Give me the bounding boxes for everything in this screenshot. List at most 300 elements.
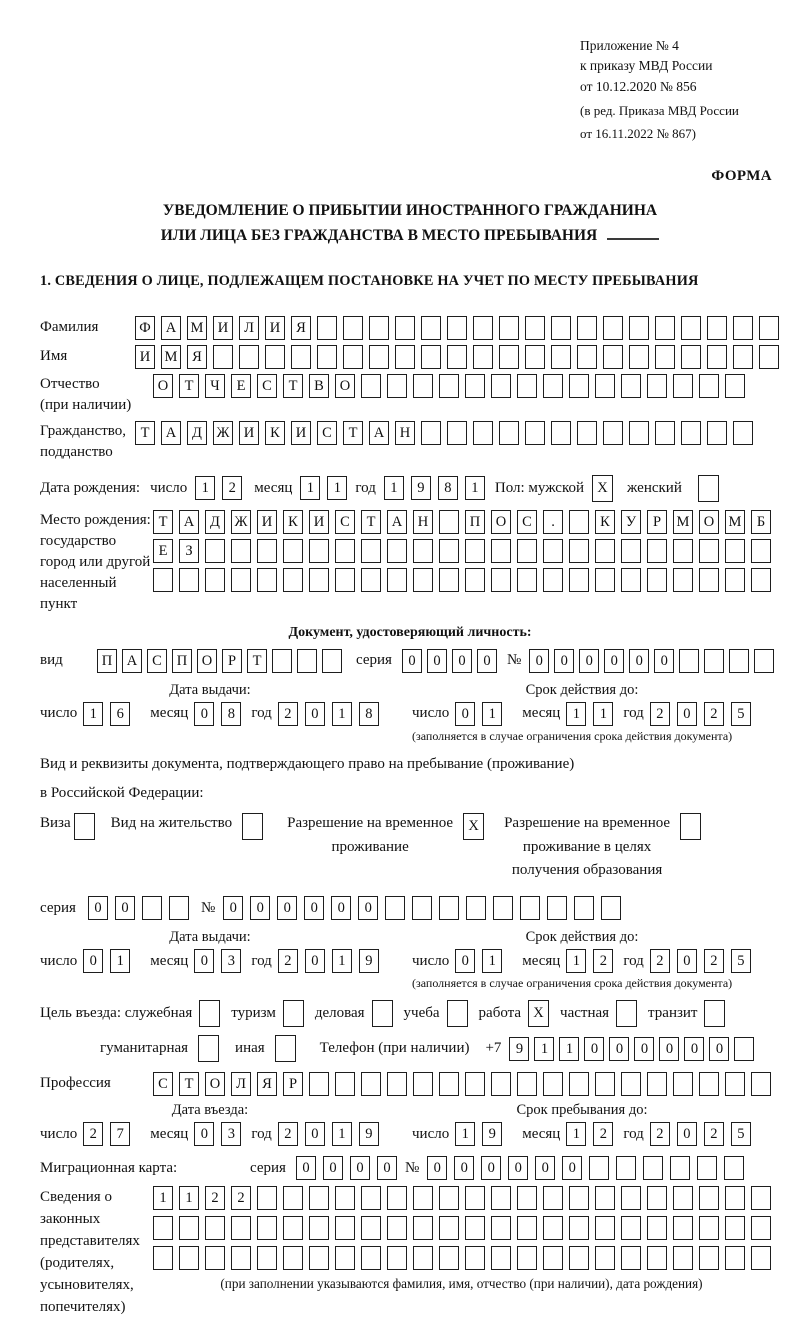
birth-month-cells[interactable]: [300, 476, 347, 500]
entry-day-cells[interactable]: [83, 1122, 130, 1146]
form-cell[interactable]: [317, 345, 337, 369]
form-cell[interactable]: [491, 1216, 511, 1240]
form-cell[interactable]: [525, 345, 545, 369]
form-cell[interactable]: [647, 568, 667, 592]
form-cell[interactable]: [387, 539, 407, 563]
form-cell[interactable]: К: [265, 421, 285, 445]
form-cell[interactable]: 0: [677, 702, 697, 726]
form-cell[interactable]: 5: [731, 1122, 751, 1146]
form-cell[interactable]: [547, 896, 567, 920]
form-cell[interactable]: [673, 1246, 693, 1270]
form-cell[interactable]: 1: [566, 949, 586, 973]
form-cell[interactable]: [491, 374, 511, 398]
form-cell[interactable]: 1: [153, 1186, 173, 1210]
form-cell[interactable]: [491, 1186, 511, 1210]
migration-series-cells[interactable]: [296, 1156, 397, 1180]
form-cell[interactable]: [473, 345, 493, 369]
form-cell[interactable]: [361, 568, 381, 592]
residence-permit-checkbox[interactable]: [242, 813, 263, 840]
form-cell[interactable]: 2: [231, 1186, 251, 1210]
form-cell[interactable]: 0: [604, 649, 624, 673]
form-cell[interactable]: [439, 1186, 459, 1210]
form-cell[interactable]: [655, 345, 675, 369]
form-cell[interactable]: [439, 510, 459, 534]
doc-series-cells[interactable]: [402, 649, 497, 673]
form-cell[interactable]: М: [725, 510, 745, 534]
form-cell[interactable]: С: [257, 374, 277, 398]
form-cell[interactable]: 0: [250, 896, 270, 920]
form-cell[interactable]: 1: [384, 476, 404, 500]
form-cell[interactable]: [751, 1072, 771, 1096]
form-cell[interactable]: [603, 421, 623, 445]
form-cell[interactable]: С: [147, 649, 167, 673]
form-cell[interactable]: [595, 1186, 615, 1210]
form-cell[interactable]: 9: [482, 1122, 502, 1146]
form-cell[interactable]: [751, 1186, 771, 1210]
form-cell[interactable]: [309, 1186, 329, 1210]
form-cell[interactable]: 0: [350, 1156, 370, 1180]
form-cell[interactable]: .: [543, 510, 563, 534]
form-cell[interactable]: [647, 374, 667, 398]
profession-cells[interactable]: [153, 1072, 771, 1096]
tourism-checkbox[interactable]: [283, 1000, 304, 1027]
form-cell[interactable]: [754, 649, 774, 673]
transit-checkbox[interactable]: [704, 1000, 725, 1027]
visa-checkbox[interactable]: [74, 813, 95, 840]
form-cell[interactable]: [491, 539, 511, 563]
form-cell[interactable]: [257, 539, 277, 563]
form-cell[interactable]: [231, 568, 251, 592]
form-cell[interactable]: 0: [194, 1122, 214, 1146]
surname-cells[interactable]: [135, 316, 779, 340]
form-cell[interactable]: Т: [179, 374, 199, 398]
form-cell[interactable]: [725, 1072, 745, 1096]
form-cell[interactable]: [322, 649, 342, 673]
form-cell[interactable]: Т: [153, 510, 173, 534]
form-cell[interactable]: [681, 421, 701, 445]
form-cell[interactable]: [569, 539, 589, 563]
official-checkbox[interactable]: [199, 1000, 220, 1027]
form-cell[interactable]: [699, 1072, 719, 1096]
form-cell[interactable]: Б: [751, 510, 771, 534]
form-cell[interactable]: [724, 1156, 744, 1180]
form-cell[interactable]: [647, 1072, 667, 1096]
form-cell[interactable]: [499, 316, 519, 340]
form-cell[interactable]: [335, 568, 355, 592]
form-cell[interactable]: [395, 345, 415, 369]
form-cell[interactable]: [517, 539, 537, 563]
form-cell[interactable]: Н: [395, 421, 415, 445]
birth-place-row3-cells[interactable]: [153, 568, 771, 592]
form-cell[interactable]: [525, 421, 545, 445]
form-cell[interactable]: [595, 1216, 615, 1240]
form-cell[interactable]: [421, 345, 441, 369]
form-cell[interactable]: [343, 345, 363, 369]
form-cell[interactable]: [595, 539, 615, 563]
form-cell[interactable]: [493, 896, 513, 920]
form-cell[interactable]: [725, 1216, 745, 1240]
form-cell[interactable]: [647, 1246, 667, 1270]
form-cell[interactable]: [699, 1186, 719, 1210]
form-cell[interactable]: 0: [684, 1037, 704, 1061]
form-cell[interactable]: О: [205, 1072, 225, 1096]
form-cell[interactable]: [551, 421, 571, 445]
citizenship-cells[interactable]: [135, 421, 753, 445]
form-cell[interactable]: 0: [554, 649, 574, 673]
form-cell[interactable]: [725, 1186, 745, 1210]
residence-series-cells[interactable]: [88, 896, 189, 920]
form-cell[interactable]: [387, 374, 407, 398]
form-cell[interactable]: 1: [300, 476, 320, 500]
form-cell[interactable]: [413, 1216, 433, 1240]
form-cell[interactable]: З: [179, 539, 199, 563]
form-cell[interactable]: [733, 316, 753, 340]
identity-issue-day-cells[interactable]: [83, 702, 130, 726]
form-cell[interactable]: Н: [413, 510, 433, 534]
form-cell[interactable]: [413, 568, 433, 592]
form-cell[interactable]: [699, 568, 719, 592]
form-cell[interactable]: М: [161, 345, 181, 369]
form-cell[interactable]: [257, 1216, 277, 1240]
form-cell[interactable]: [413, 1072, 433, 1096]
form-cell[interactable]: 0: [305, 949, 325, 973]
female-checkbox[interactable]: [698, 475, 719, 502]
form-cell[interactable]: [421, 316, 441, 340]
representatives-row3-cells[interactable]: [153, 1246, 771, 1270]
form-cell[interactable]: [335, 1072, 355, 1096]
form-cell[interactable]: [205, 539, 225, 563]
form-cell[interactable]: 0: [305, 1122, 325, 1146]
form-cell[interactable]: 0: [579, 649, 599, 673]
form-cell[interactable]: 2: [650, 1122, 670, 1146]
form-cell[interactable]: [697, 1156, 717, 1180]
study-checkbox[interactable]: [447, 1000, 468, 1027]
form-cell[interactable]: 0: [88, 896, 108, 920]
form-cell[interactable]: [569, 1072, 589, 1096]
form-cell[interactable]: 0: [481, 1156, 501, 1180]
form-cell[interactable]: 8: [359, 702, 379, 726]
form-cell[interactable]: [385, 896, 405, 920]
humanitarian-checkbox[interactable]: [198, 1035, 219, 1062]
form-cell[interactable]: 3: [221, 949, 241, 973]
form-cell[interactable]: Р: [647, 510, 667, 534]
phone-cells[interactable]: [509, 1037, 754, 1061]
representatives-row1-cells[interactable]: [153, 1186, 771, 1210]
birth-year-cells[interactable]: [384, 476, 485, 500]
form-cell[interactable]: [699, 374, 719, 398]
form-cell[interactable]: С: [317, 421, 337, 445]
form-cell[interactable]: [387, 1216, 407, 1240]
form-cell[interactable]: [543, 1072, 563, 1096]
doc-type-cells[interactable]: [97, 649, 342, 673]
form-cell[interactable]: [413, 1246, 433, 1270]
form-cell[interactable]: [465, 374, 485, 398]
form-cell[interactable]: [577, 316, 597, 340]
form-cell[interactable]: [466, 896, 486, 920]
form-cell[interactable]: 0: [677, 1122, 697, 1146]
identity-valid-month-cells[interactable]: [566, 702, 613, 726]
form-cell[interactable]: [725, 539, 745, 563]
form-cell[interactable]: Т: [283, 374, 303, 398]
form-cell[interactable]: [751, 568, 771, 592]
form-cell[interactable]: 2: [650, 702, 670, 726]
form-cell[interactable]: [629, 421, 649, 445]
entry-month-cells[interactable]: [194, 1122, 241, 1146]
form-cell[interactable]: 0: [562, 1156, 582, 1180]
form-cell[interactable]: [465, 1186, 485, 1210]
form-cell[interactable]: 1: [482, 949, 502, 973]
form-cell[interactable]: [569, 1246, 589, 1270]
form-cell[interactable]: П: [465, 510, 485, 534]
form-cell[interactable]: [569, 374, 589, 398]
form-cell[interactable]: [577, 421, 597, 445]
form-cell[interactable]: 2: [278, 702, 298, 726]
form-cell[interactable]: [439, 539, 459, 563]
form-cell[interactable]: И: [257, 510, 277, 534]
form-cell[interactable]: 0: [402, 649, 422, 673]
form-cell[interactable]: 2: [593, 949, 613, 973]
form-cell[interactable]: П: [172, 649, 192, 673]
form-cell[interactable]: Р: [222, 649, 242, 673]
patronymic-cells[interactable]: [153, 374, 745, 398]
form-cell[interactable]: [621, 374, 641, 398]
form-cell[interactable]: 9: [509, 1037, 529, 1061]
form-cell[interactable]: Т: [179, 1072, 199, 1096]
form-cell[interactable]: И: [265, 316, 285, 340]
form-cell[interactable]: [447, 345, 467, 369]
form-cell[interactable]: [369, 345, 389, 369]
form-cell[interactable]: [595, 568, 615, 592]
form-cell[interactable]: К: [595, 510, 615, 534]
form-cell[interactable]: [291, 345, 311, 369]
form-cell[interactable]: 2: [704, 1122, 724, 1146]
form-cell[interactable]: [543, 1186, 563, 1210]
form-cell[interactable]: [707, 316, 727, 340]
form-cell[interactable]: [647, 1216, 667, 1240]
form-cell[interactable]: 1: [332, 949, 352, 973]
form-cell[interactable]: Т: [361, 510, 381, 534]
form-cell[interactable]: 1: [332, 1122, 352, 1146]
form-cell[interactable]: [465, 1246, 485, 1270]
form-cell[interactable]: 0: [296, 1156, 316, 1180]
form-cell[interactable]: [751, 1216, 771, 1240]
form-cell[interactable]: А: [179, 510, 199, 534]
form-cell[interactable]: С: [335, 510, 355, 534]
form-cell[interactable]: [421, 421, 441, 445]
form-cell[interactable]: [465, 568, 485, 592]
form-cell[interactable]: [751, 1246, 771, 1270]
form-cell[interactable]: О: [699, 510, 719, 534]
form-cell[interactable]: 1: [482, 702, 502, 726]
form-cell[interactable]: [283, 568, 303, 592]
form-cell[interactable]: [725, 1246, 745, 1270]
form-cell[interactable]: [543, 1246, 563, 1270]
form-cell[interactable]: [473, 316, 493, 340]
form-cell[interactable]: [361, 1186, 381, 1210]
form-cell[interactable]: 0: [194, 949, 214, 973]
form-cell[interactable]: Ж: [213, 421, 233, 445]
form-cell[interactable]: [673, 1072, 693, 1096]
doc-number-cells[interactable]: [529, 649, 774, 673]
form-cell[interactable]: 0: [659, 1037, 679, 1061]
form-cell[interactable]: 1: [195, 476, 215, 500]
form-cell[interactable]: 0: [508, 1156, 528, 1180]
form-cell[interactable]: [707, 345, 727, 369]
form-cell[interactable]: [589, 1156, 609, 1180]
form-cell[interactable]: [231, 539, 251, 563]
form-cell[interactable]: [387, 1072, 407, 1096]
form-cell[interactable]: [603, 345, 623, 369]
private-checkbox[interactable]: [616, 1000, 637, 1027]
form-cell[interactable]: [257, 568, 277, 592]
form-cell[interactable]: 2: [222, 476, 242, 500]
form-cell[interactable]: У: [621, 510, 641, 534]
form-cell[interactable]: [603, 316, 623, 340]
edu-permit-checkbox[interactable]: [680, 813, 701, 840]
form-cell[interactable]: [491, 1246, 511, 1270]
form-cell[interactable]: 2: [650, 949, 670, 973]
form-cell[interactable]: 0: [377, 1156, 397, 1180]
form-cell[interactable]: [387, 568, 407, 592]
form-cell[interactable]: Ф: [135, 316, 155, 340]
form-cell[interactable]: [465, 1072, 485, 1096]
form-cell[interactable]: [439, 1072, 459, 1096]
form-cell[interactable]: [309, 1072, 329, 1096]
form-cell[interactable]: [655, 421, 675, 445]
form-cell[interactable]: [647, 539, 667, 563]
form-cell[interactable]: 9: [411, 476, 431, 500]
form-cell[interactable]: [621, 1186, 641, 1210]
form-cell[interactable]: [179, 1246, 199, 1270]
form-cell[interactable]: [447, 316, 467, 340]
form-cell[interactable]: Я: [187, 345, 207, 369]
form-cell[interactable]: [699, 539, 719, 563]
form-cell[interactable]: [673, 374, 693, 398]
form-cell[interactable]: [465, 1216, 485, 1240]
form-cell[interactable]: 0: [529, 649, 549, 673]
form-cell[interactable]: И: [135, 345, 155, 369]
form-cell[interactable]: 0: [83, 949, 103, 973]
stay-year-cells[interactable]: [650, 1122, 751, 1146]
form-cell[interactable]: [595, 1072, 615, 1096]
form-cell[interactable]: [205, 1246, 225, 1270]
form-cell[interactable]: [621, 568, 641, 592]
form-cell[interactable]: 0: [477, 649, 497, 673]
form-cell[interactable]: [517, 374, 537, 398]
form-cell[interactable]: [670, 1156, 690, 1180]
form-cell[interactable]: [517, 1216, 537, 1240]
form-cell[interactable]: А: [161, 316, 181, 340]
form-cell[interactable]: [265, 345, 285, 369]
form-cell[interactable]: И: [309, 510, 329, 534]
form-cell[interactable]: [681, 316, 701, 340]
form-cell[interactable]: [595, 1246, 615, 1270]
form-cell[interactable]: [309, 1216, 329, 1240]
form-cell[interactable]: [725, 374, 745, 398]
form-cell[interactable]: [707, 421, 727, 445]
form-cell[interactable]: [231, 1246, 251, 1270]
birth-day-cells[interactable]: [195, 476, 242, 500]
form-cell[interactable]: [733, 421, 753, 445]
form-cell[interactable]: [283, 1216, 303, 1240]
form-cell[interactable]: [616, 1156, 636, 1180]
residence-number-cells[interactable]: [223, 896, 621, 920]
form-cell[interactable]: 2: [278, 1122, 298, 1146]
form-cell[interactable]: [543, 374, 563, 398]
stay-month-cells[interactable]: [566, 1122, 613, 1146]
form-cell[interactable]: [309, 568, 329, 592]
form-cell[interactable]: [551, 316, 571, 340]
form-cell[interactable]: [439, 1246, 459, 1270]
form-cell[interactable]: [621, 1216, 641, 1240]
form-cell[interactable]: [213, 345, 233, 369]
form-cell[interactable]: И: [239, 421, 259, 445]
form-cell[interactable]: [317, 316, 337, 340]
form-cell[interactable]: [387, 1186, 407, 1210]
form-cell[interactable]: 0: [223, 896, 243, 920]
form-cell[interactable]: [272, 649, 292, 673]
entry-year-cells[interactable]: [278, 1122, 379, 1146]
form-cell[interactable]: 2: [205, 1186, 225, 1210]
form-cell[interactable]: [361, 1216, 381, 1240]
form-cell[interactable]: А: [369, 421, 389, 445]
identity-valid-day-cells[interactable]: [455, 702, 502, 726]
representatives-row2-cells[interactable]: [153, 1216, 771, 1240]
residence-issue-day-cells[interactable]: [83, 949, 130, 973]
identity-valid-year-cells[interactable]: [650, 702, 751, 726]
form-cell[interactable]: 0: [535, 1156, 555, 1180]
residence-issue-year-cells[interactable]: [278, 949, 379, 973]
form-cell[interactable]: [257, 1246, 277, 1270]
form-cell[interactable]: О: [335, 374, 355, 398]
form-cell[interactable]: [491, 568, 511, 592]
form-cell[interactable]: [369, 316, 389, 340]
form-cell[interactable]: А: [387, 510, 407, 534]
form-cell[interactable]: 0: [677, 949, 697, 973]
form-cell[interactable]: Я: [257, 1072, 277, 1096]
form-cell[interactable]: [413, 374, 433, 398]
form-cell[interactable]: Т: [135, 421, 155, 445]
form-cell[interactable]: В: [309, 374, 329, 398]
form-cell[interactable]: О: [491, 510, 511, 534]
birth-place-row2-cells[interactable]: [153, 539, 771, 563]
form-cell[interactable]: Т: [343, 421, 363, 445]
identity-issue-year-cells[interactable]: [278, 702, 379, 726]
other-purpose-checkbox[interactable]: [275, 1035, 296, 1062]
form-cell[interactable]: [239, 345, 259, 369]
residence-valid-year-cells[interactable]: [650, 949, 751, 973]
form-cell[interactable]: [473, 421, 493, 445]
residence-issue-month-cells[interactable]: [194, 949, 241, 973]
form-cell[interactable]: [699, 1246, 719, 1270]
form-cell[interactable]: [413, 1186, 433, 1210]
form-cell[interactable]: 1: [593, 702, 613, 726]
form-cell[interactable]: 0: [115, 896, 135, 920]
form-cell[interactable]: Е: [153, 539, 173, 563]
form-cell[interactable]: Д: [205, 510, 225, 534]
form-cell[interactable]: 0: [654, 649, 674, 673]
form-cell[interactable]: [517, 568, 537, 592]
form-cell[interactable]: 0: [277, 896, 297, 920]
migration-number-cells[interactable]: [427, 1156, 744, 1180]
form-cell[interactable]: И: [213, 316, 233, 340]
form-cell[interactable]: И: [291, 421, 311, 445]
form-cell[interactable]: [733, 345, 753, 369]
form-cell[interactable]: 0: [454, 1156, 474, 1180]
form-cell[interactable]: 0: [331, 896, 351, 920]
form-cell[interactable]: [439, 1216, 459, 1240]
form-cell[interactable]: 2: [704, 702, 724, 726]
